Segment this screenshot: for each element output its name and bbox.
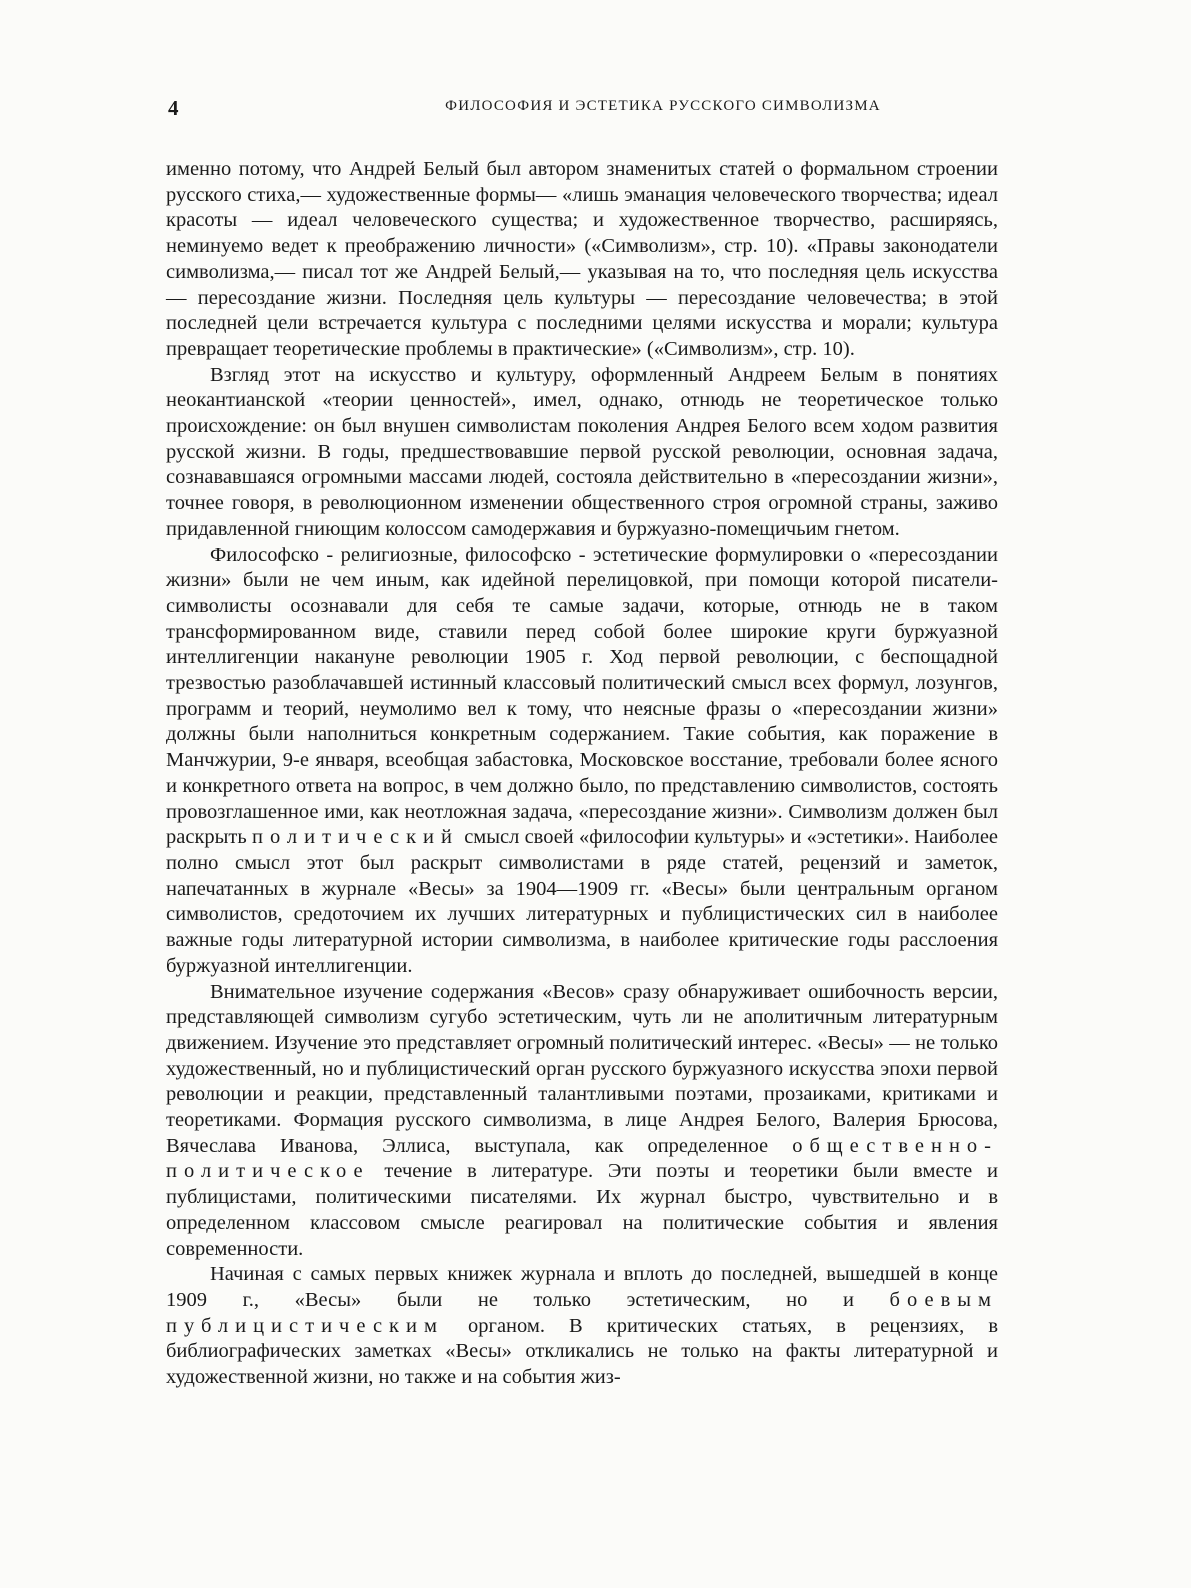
spaced-emphasis: боевым публицистическим bbox=[166, 1288, 999, 1337]
running-title: ФИЛОСОФИЯ И ЭСТЕТИКА РУССКОГО СИМВОЛИЗМА bbox=[445, 98, 881, 114]
paragraph-5 bbox=[166, 1262, 998, 1391]
paragraph-1 bbox=[166, 157, 998, 363]
paragraph-text: течение в литературе. Эти поэты и теоретики были вместе и публицистами, политическими писателями. Их журнал быстро, чувствительно и в определенном классовом смысле реагировал на политические события и явления современности. bbox=[166, 1160, 998, 1260]
spaced-emphasis: политический bbox=[251, 826, 459, 849]
paragraph-text: именно потому, что Андрей Белый был автором знаменитых статей о формальном строении русского стиха,— художественные формы— «лишь эманация человеческого творчества; идеал красоты — идеал человеческого существа; и художественное творчество, расширяясь, неминуемо ведет к преображению личности» («Символизм», стр. 10). «Правы законодатели символизма,— писал тот же Андрей Белый,— указывая на то, что последняя цель искусства — пересоздание жизни. Последняя цель культуры — пересоздание человечества; в этой последней цели встречается культура с последними целями искусства и морали; культура превращает теоретические проблемы в практические» («Символизм», стр. 10). bbox=[166, 158, 998, 360]
paragraph-text: смысл своей «философии культуры» и «эстетики». Наиболее полно смысл этот был раскрыт символистами в ряде статей, рецензий и заметок, напечатанных в журнале «Весы» за 1904—1909 гг. «Весы» были центральным органом символистов, средоточием их лучших литературных и публицистических сил в наиболее важные годы литературной истории символизма, в наиболее критические годы расслоения буржуазной интеллигенции. bbox=[166, 826, 999, 977]
paragraph-text: Внимательное изучение содержания «Весов» сразу обнаруживает ошибочность версии, представляющей символизм сугубо эстетическим, чуть ли не аполитичным литературным движением. Изучение это представляет огромный политический интерес. «Весы» — не только художественный, но и публицистический орган русского буржуазного искусства эпохи первой революции и реакции, представленный талантливыми поэтами, прозаиками, критиками и теоретиками. Формация русского символизма, в лице Андрея Белого, Валерия Брюсова, Вячеслава Иванова, Эллиса, выступала, как определенное bbox=[166, 980, 998, 1157]
paragraph-text: Начиная с самых первых книжек журнала и вплоть до последней, вышедшей в конце 1909 г., «Весы» были не только эстетическим, но и bbox=[166, 1263, 998, 1311]
paragraph-2 bbox=[166, 363, 998, 543]
paragraph-text: Взгляд этот на искусство и культуру, оформленный Андреем Белым в понятиях неокантианской «теории ценностей», имел, однако, отнюдь не теоретическое только происхождение: он был внушен символистам поколения Андрея Белого всем ходом развития русской жизни. В годы, предшествовавшие первой русской революции, основная задача, сознававшаяся огромными массами людей, состояла действительно в «пересоздании жизни», точнее говоря, в революционном изменении общественного строя огромной страны, заживо придавленной гниющим колоссом самодержавия и буржуазно-помещичьим гнетом. bbox=[166, 363, 998, 540]
page-number: 4 bbox=[168, 96, 179, 120]
paragraph-4 bbox=[166, 980, 998, 1263]
spaced-emphasis: общественно-политическое bbox=[166, 1134, 998, 1183]
page-header bbox=[168, 96, 998, 122]
paragraph-text: Философско - религиозные, философско - эстетические формулировки о «пересоздании жизни» были не чем иным, как идейной перелицовкой, при помощи которой писатели-символисты осознавали для себя те самые задачи, которые, отнюдь не в таком трансформированном виде, ставили перед собой более широкие круги буржуазной интеллигенции накануне революции 1905 г. Ход первой революции, с беспощадной трезвостью разоблачавшей истинный классовый политический смысл всех формул, лозунгов, программ и теорий, неумолимо вел к тому, что неясные фразы о «пересоздании жизни» должны были наполниться конкретным содержанием. Такие события, как поражение в Манчжурии, 9-е января, всеобщая забастовка, Московское восстание, требовали более ясного и конкретного ответа на вопрос, в чем должно было, по представлению символистов, состоять провозглашенное ими, как неотложная задача, «пересоздание жизни». Символизм должен был раскрыть bbox=[166, 543, 998, 849]
paragraph-3 bbox=[166, 543, 998, 980]
paragraph-text: органом. В критических статьях, в рецензиях, в библиографических заметках «Весы» откликались не только на факты литературной и художественной жизни, но также и на события жиз- bbox=[166, 1314, 999, 1389]
body-text bbox=[166, 157, 998, 1391]
